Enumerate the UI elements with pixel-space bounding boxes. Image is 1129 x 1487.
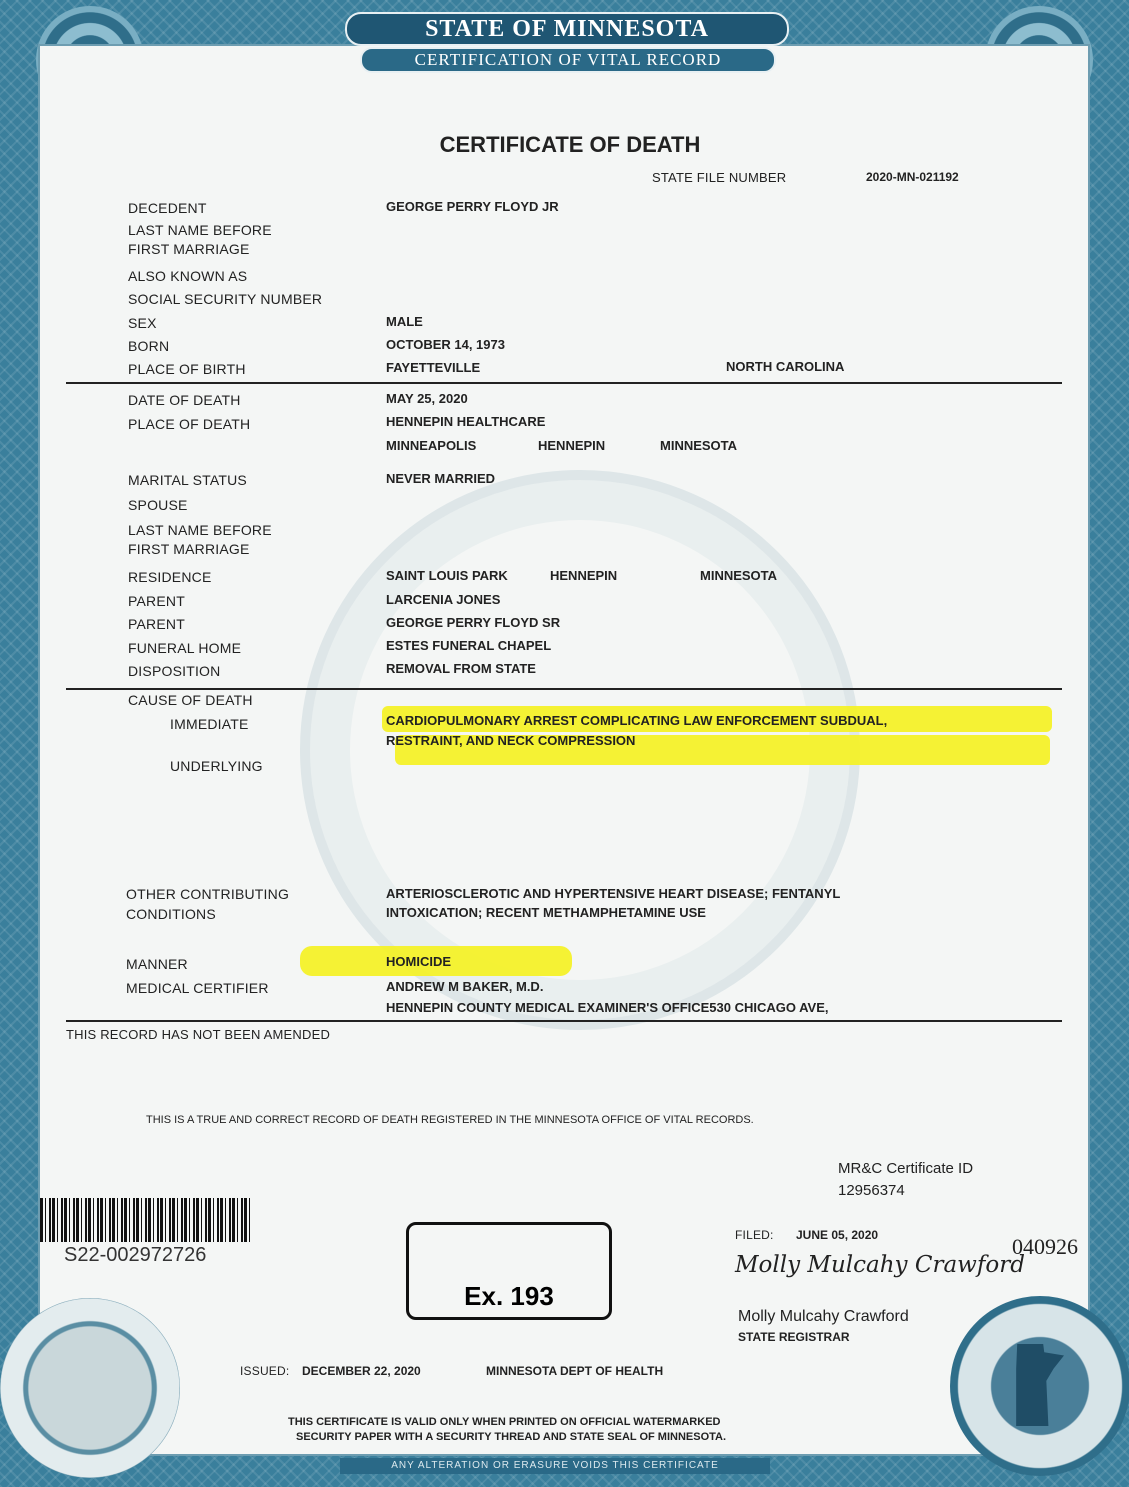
vital-record-seal-logo — [950, 1296, 1129, 1476]
exhibit-box — [406, 1222, 612, 1320]
date-of-death-value: MAY 25, 2020 — [386, 391, 468, 406]
state-file-label: STATE FILE NUMBER — [652, 170, 787, 185]
death-state: MINNESOTA — [660, 438, 738, 453]
death-city: MINNEAPOLIS — [386, 438, 477, 453]
death-facility: HENNEPIN HEALTHCARE — [386, 414, 546, 429]
underlying-label: UNDERLYING — [170, 758, 263, 774]
section-divider — [66, 382, 1062, 384]
mrc-value: 12956374 — [838, 1182, 905, 1199]
issued-label: ISSUED: — [240, 1364, 290, 1378]
section-divider-2 — [66, 688, 1062, 690]
barcode-number: S22-002972726 — [64, 1244, 207, 1266]
validity-line-2: SECURITY PAPER WITH A SECURITY THREAD AND STATE SEAL OF MINNESOTA. — [296, 1431, 727, 1443]
medical-certifier-label: MEDICAL CERTIFIER — [126, 980, 269, 996]
born-label: BORN — [128, 338, 170, 354]
decedent-label: DECEDENT — [128, 200, 207, 216]
residence-label: RESIDENCE — [128, 569, 212, 585]
other-conditions-label-2: CONDITIONS — [126, 906, 216, 922]
birth-city: FAYETTEVILLE — [386, 360, 481, 375]
death-county: HENNEPIN — [538, 438, 606, 453]
residence-state: MINNESOTA — [700, 568, 778, 583]
certifier-name: ANDREW M BAKER, M.D. — [386, 979, 544, 994]
spouse-label: SPOUSE — [128, 497, 188, 513]
true-record-statement: THIS IS A TRUE AND CORRECT RECORD OF DEATH REGISTERED IN THE MINNESOTA OFFICE OF VITAL RECORDS. — [146, 1114, 754, 1126]
other-conditions-line-1: ARTERIOSCLEROTIC AND HYPERTENSIVE HEART DISEASE; FENTANYL — [386, 886, 841, 901]
great-seal-logo — [0, 1298, 180, 1478]
spouse-last-name-label-1: LAST NAME BEFORE — [128, 522, 272, 538]
residence-city: SAINT LOUIS PARK — [386, 568, 508, 583]
parent-value-1: LARCENIA JONES — [386, 592, 501, 607]
header-subtitle: CERTIFICATION OF VITAL RECORD — [360, 47, 776, 73]
cause-of-death-label: CAUSE OF DEATH — [128, 692, 253, 708]
residence-county: HENNEPIN — [550, 568, 618, 583]
exhibit-label: Ex. 193 — [464, 1281, 554, 1311]
funeral-home-label: FUNERAL HOME — [128, 640, 242, 656]
manner-value: HOMICIDE — [386, 954, 451, 969]
filed-label: FILED: — [735, 1228, 774, 1242]
certifier-office: HENNEPIN COUNTY MEDICAL EXAMINER'S OFFICE530 CHICAGO AVE, — [386, 1000, 829, 1015]
amended-notice: THIS RECORD HAS NOT BEEN AMENDED — [66, 1027, 331, 1042]
manner-label: MANNER — [126, 956, 188, 972]
parent-label-1: PARENT — [128, 593, 185, 609]
alteration-notice: ANY ALTERATION OR ERASURE VOIDS THIS CERTIFICATE — [340, 1458, 770, 1474]
disposition-label: DISPOSITION — [128, 663, 221, 679]
certificate-title: CERTIFICATE OF DEATH — [439, 132, 701, 157]
aka-label: ALSO KNOWN AS — [128, 268, 248, 284]
place-of-death-label: PLACE OF DEATH — [128, 416, 251, 432]
registrar-signature: Molly Mulcahy Crawford — [735, 1252, 1025, 1278]
disposition-value: REMOVAL FROM STATE — [386, 661, 536, 676]
issuing-agency: MINNESOTA DEPT OF HEALTH — [486, 1364, 664, 1378]
immediate-cause-line-1: CARDIOPULMONARY ARREST COMPLICATING LAW ENFORCEMENT SUBDUAL, — [386, 713, 888, 728]
born-value: OCTOBER 14, 1973 — [386, 337, 505, 352]
parent-value-2: GEORGE PERRY FLOYD SR — [386, 615, 561, 630]
mrc-label: MR&C Certificate ID — [838, 1160, 974, 1177]
other-conditions-line-2: INTOXICATION; RECENT METHAMPHETAMINE USE — [386, 905, 706, 920]
marital-status-value: NEVER MARRIED — [386, 471, 496, 486]
birth-state: NORTH CAROLINA — [726, 359, 845, 374]
last-name-label-1: LAST NAME BEFORE — [128, 222, 272, 238]
decedent-name: GEORGE PERRY FLOYD JR — [386, 199, 559, 214]
validity-line-1: THIS CERTIFICATE IS VALID ONLY WHEN PRINTED ON OFFICIAL WATERMARKED — [288, 1416, 721, 1428]
minnesota-map-icon — [1012, 1344, 1064, 1426]
date-of-death-label: DATE OF DEATH — [128, 392, 241, 408]
parent-label-2: PARENT — [128, 616, 185, 632]
state-file-number: 2020-MN-021192 — [866, 170, 959, 184]
immediate-label: IMMEDIATE — [170, 716, 249, 732]
last-name-label-2: FIRST MARRIAGE — [128, 241, 250, 257]
place-of-birth-label: PLACE OF BIRTH — [128, 361, 246, 377]
issued-date: DECEMBER 22, 2020 — [302, 1364, 421, 1378]
barcode — [40, 1198, 252, 1242]
immediate-cause-line-2: RESTRAINT, AND NECK COMPRESSION — [386, 733, 636, 748]
spouse-last-name-label-2: FIRST MARRIAGE — [128, 541, 250, 557]
funeral-home-value: ESTES FUNERAL CHAPEL — [386, 638, 552, 653]
sex-label: SEX — [128, 315, 157, 331]
registrar-name: Molly Mulcahy Crawford — [738, 1308, 909, 1325]
header-state: STATE OF MINNESOTA — [345, 12, 789, 46]
registrar-title: STATE REGISTRAR — [738, 1330, 850, 1344]
sex-value: MALE — [386, 314, 423, 329]
control-number: 040926 — [1012, 1234, 1078, 1259]
section-divider-3 — [66, 1020, 1062, 1022]
marital-status-label: MARITAL STATUS — [128, 472, 247, 488]
other-conditions-label-1: OTHER CONTRIBUTING — [126, 886, 290, 902]
ssn-label: SOCIAL SECURITY NUMBER — [128, 291, 323, 307]
filed-date: JUNE 05, 2020 — [796, 1228, 879, 1242]
